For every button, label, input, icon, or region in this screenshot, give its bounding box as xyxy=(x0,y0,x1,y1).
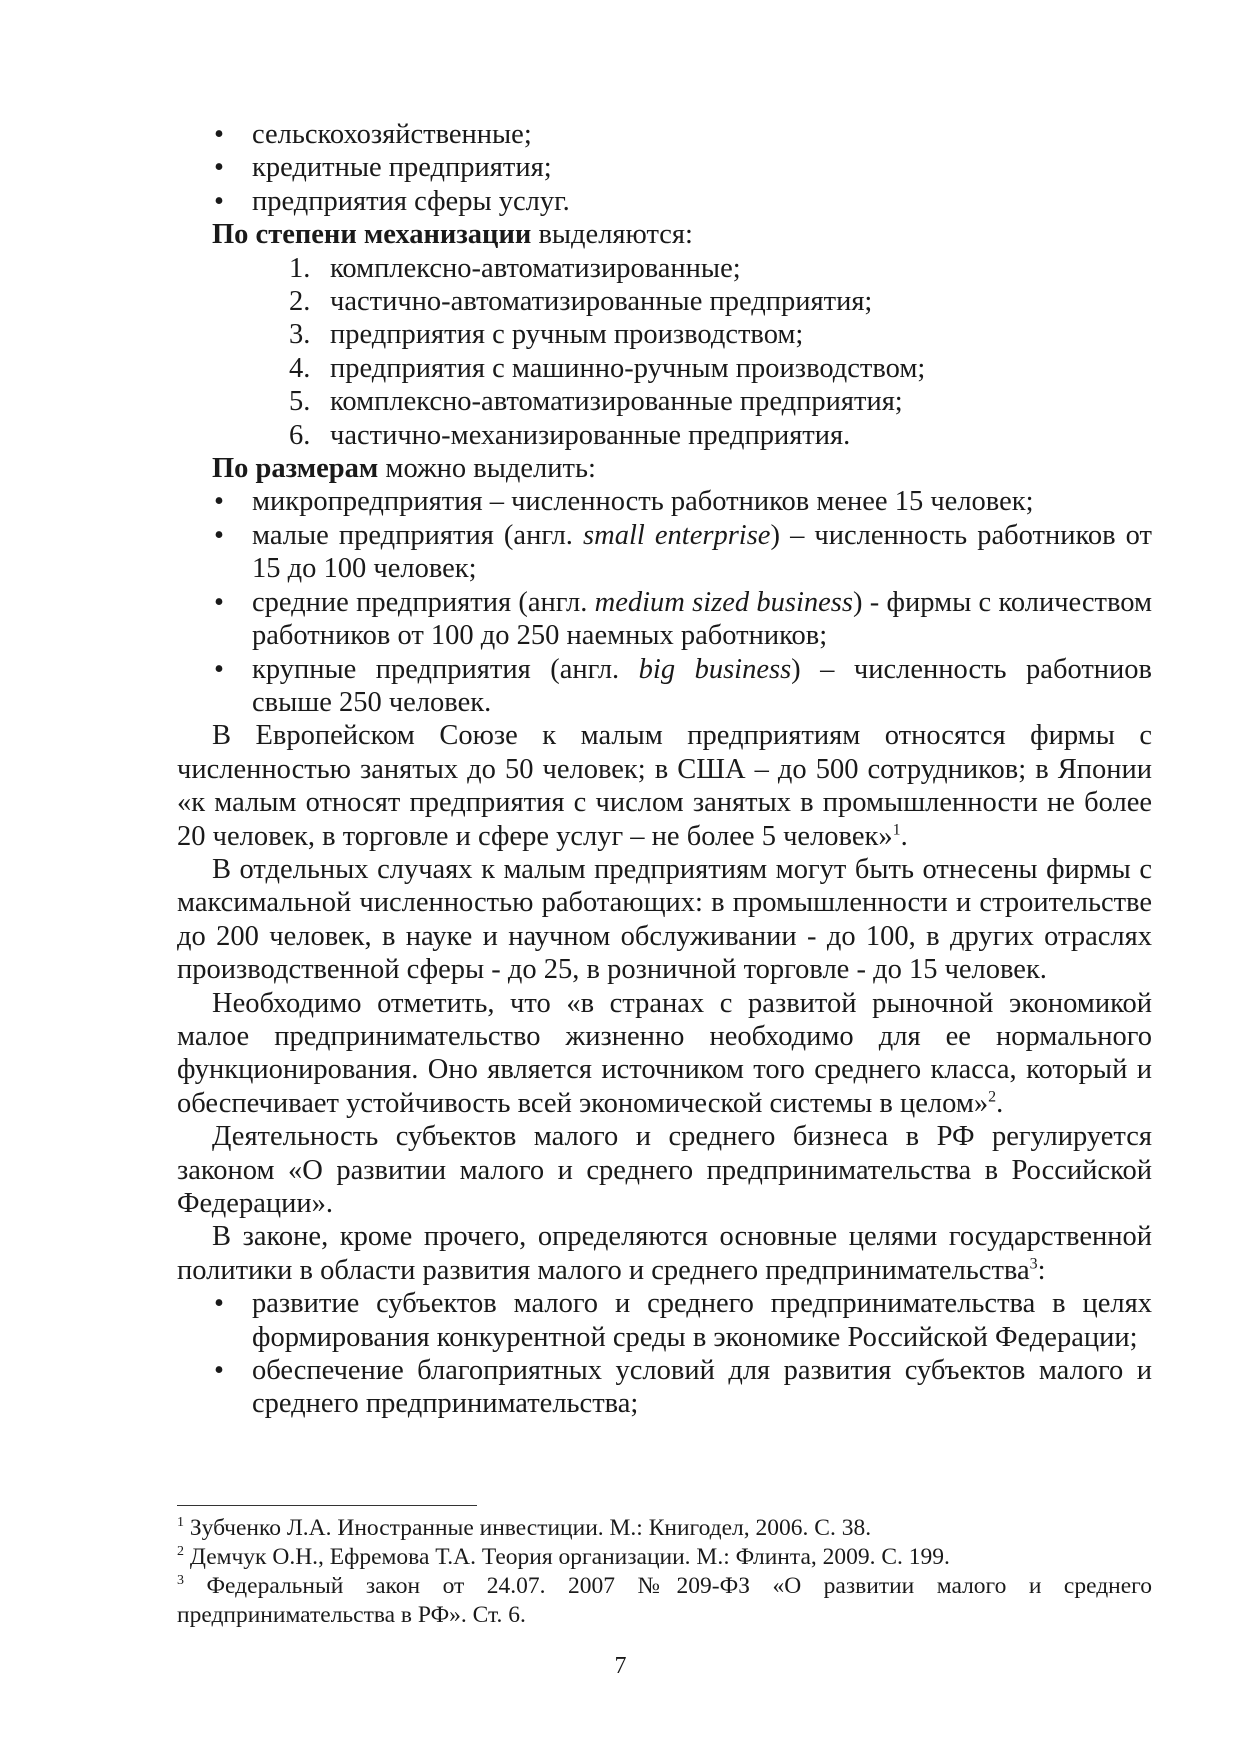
numbered-item: 4. предприятия с машинно-ручным производством; xyxy=(289,352,926,384)
footnote: $^2$ Демчук О.Н., Ефремова Т.А. Теория организации. М.: Флинта, 2009. С. 199. xyxy=(177,1544,950,1570)
list-item: • предприятия сферы услуг. xyxy=(214,185,570,217)
bullet-icon: • xyxy=(214,653,224,685)
numbered-item: 6. частично-механизированные предприятия. xyxy=(289,419,851,451)
bullet-icon: • xyxy=(214,519,224,551)
paragraph: В Европейском Союзе к малым предприятиям относятся фирмы с численностью занятых до 50 человек; в США – до 500 сотрудников; в Японии «к малым относят предприятия с числом занятых в промышленности не более 20 человек, в торговле и сфере услуг – не более 5 человек»$^1$. xyxy=(177,720,1152,852)
paragraph: Необходимо отметить, что «в странах с развитой рыночной экономикой малое предпринимательство жизненно необходимо для ее нормального функционирования. Оно является источником того среднего класса, который и обеспечивает устойчивость всей экономической системы в целом»$^2$. xyxy=(177,987,1152,1119)
footnote-ref[interactable]: 1 xyxy=(892,821,901,839)
bullet-icon: • xyxy=(214,1355,224,1387)
list-item: • сельскохозяйственные; xyxy=(214,119,532,150)
page-number: 7 xyxy=(614,1653,627,1679)
paragraph: Деятельность субъектов малого и среднего бизнеса в РФ регулируется законом «О развитии малого и среднего предпринимательства в Российской Федерации». xyxy=(177,1121,1152,1219)
footnote-divider xyxy=(177,1505,477,1506)
body-text xyxy=(177,118,1152,1421)
numbered-item: 2. частично-автоматизированные предприятия; xyxy=(289,286,873,318)
list-item: • крупные предприятия (англ. big business) – численность работниов свыше 250 человек. xyxy=(214,653,1152,718)
numbered-item: 1. комплексно-автоматизированные; xyxy=(289,252,741,284)
size-heading: По размерам можно выделить: xyxy=(212,453,596,485)
paragraph: В законе, кроме прочего, определяются основные целями государственной политики в области развития малого и среднего предпринимательства$^3$: xyxy=(177,1221,1152,1286)
bullet-icon: • xyxy=(214,1288,224,1320)
bullet-icon: • xyxy=(214,119,224,150)
bullet-icon: • xyxy=(214,152,224,184)
bullet-icon: • xyxy=(214,586,224,618)
list-item: • обеспечение благоприятных условий для развития субъектов малого и среднего предпринимательства; xyxy=(214,1355,1152,1420)
bullet-icon: • xyxy=(214,486,224,518)
numbered-item: 3. предприятия с ручным производством; xyxy=(289,319,804,351)
list-item: • развитие субъектов малого и среднего предпринимательства в целях формирования конкурентной среды в экономике Российской Федерации; xyxy=(214,1288,1152,1353)
footnote: $^3$ Федеральный закон от 24.07. 2007 №209-ФЗ «О развитии малого и среднего предпринимательства в РФ». Ст. 6. xyxy=(177,1573,1152,1628)
paragraph: В отдельных случаях к малым предприятиям могут быть отнесены фирмы с максимальной численностью работающих: в промышленности и строительстве до 200 человек, в науке и научном обслуживании - до 100, в других отраслях производственной сферы - до 25, в розничной торговле - до 15 человек. xyxy=(177,853,1152,986)
numbered-item: 5. комплексно-автоматизированные предприятия; xyxy=(289,386,903,418)
footnote-ref[interactable]: 3 xyxy=(1029,1255,1038,1273)
list-item: • микропредприятия – численность работников менее 15 человек; xyxy=(214,486,1034,518)
mechanization-heading: По степени механизации выделяются: xyxy=(212,219,693,251)
footnote: $^1$ Зубченко Л.А. Иностранные инвестиции. М.: Книгодел, 2006. С. 38. xyxy=(177,1515,872,1541)
footnote-ref[interactable]: 2 xyxy=(988,1088,997,1106)
list-item: • средние предприятия (англ. medium sized business) - фирмы с количеством работников от 100 до 250 наемных работников; xyxy=(214,586,1153,652)
list-item: • малые предприятия (англ. small enterprise) – численность работников от 15 до 100 человек; xyxy=(214,519,1152,585)
footnotes xyxy=(177,1514,1152,1630)
list-item: • кредитные предприятия; xyxy=(214,152,552,184)
bullet-icon: • xyxy=(214,185,224,217)
